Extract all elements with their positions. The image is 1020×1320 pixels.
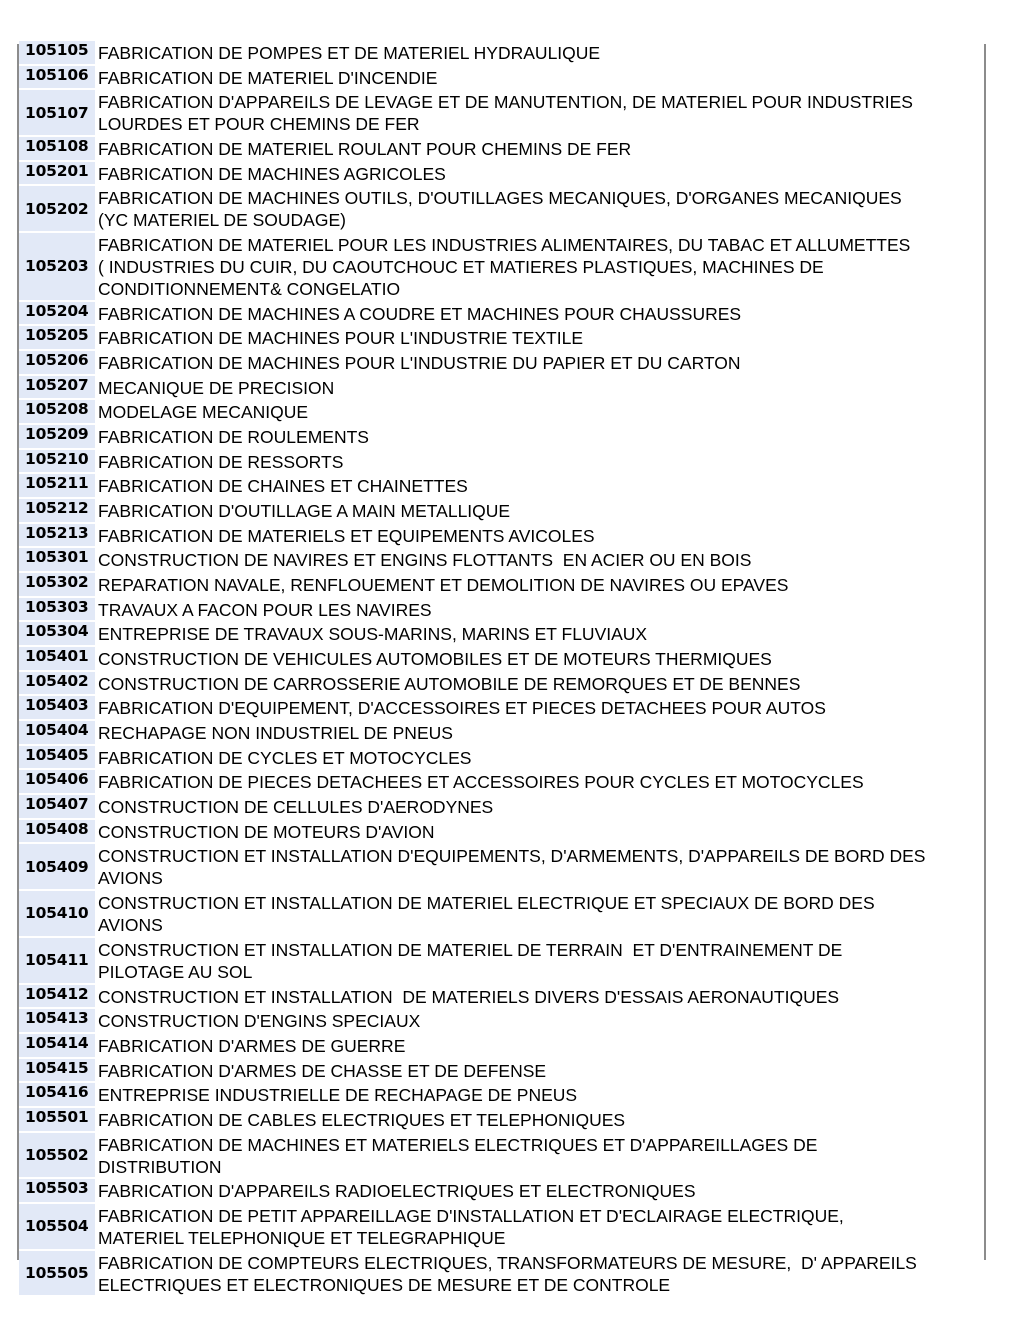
activity-description: FABRICATION DE MACHINES A COUDRE ET MACHINES POUR CHAUSSURES — [98, 303, 742, 324]
activity-code: 105415 — [19, 1059, 95, 1082]
activity-description: FABRICATION D'APPAREILS RADIOELECTRIQUES ET ELECTRONIQUES — [98, 1181, 696, 1202]
activity-description: FABRICATION DE CYCLES ET MOTOCYCLES — [98, 747, 472, 768]
table-row — [19, 573, 974, 598]
activity-description: FABRICATION DE COMPTEURS ELECTRIQUES, TRANSFORMATEURS DE MESURE, D' APPAREILS ELECTRIQUES ET ELECTRONIQUES DE MESURE ET DE CONTROLE — [98, 1252, 917, 1295]
table-row — [19, 746, 974, 771]
activity-description: FABRICATION DE MACHINES ET MATERIELS ELECTRIQUES ET D'APPAREILLAGES DE DISTRIBUTION — [98, 1134, 818, 1177]
activity-description: FABRICATION DE ROULEMENTS — [98, 427, 369, 448]
activity-description: ENTREPRISE INDUSTRIELLE DE RECHAPAGE DE PNEUS — [98, 1085, 578, 1106]
table-row — [19, 1251, 974, 1298]
table-row — [19, 985, 974, 1010]
activity-code: 105205 — [19, 326, 95, 349]
activity-description: FABRICATION DE MATERIELS ET EQUIPEMENTS AVICOLES — [98, 525, 595, 546]
activity-code: 105504 — [19, 1204, 95, 1249]
activity-code: 105213 — [19, 524, 95, 547]
activity-code: 105413 — [19, 1009, 95, 1032]
table-row — [19, 1108, 974, 1133]
activity-code: 105108 — [19, 137, 95, 160]
table-row — [19, 425, 974, 450]
table-row — [19, 524, 974, 549]
activity-code: 105208 — [19, 400, 95, 423]
activity-description: ENTREPRISE DE TRAVAUX SOUS-MARINS, MARINS ET FLUVIAUX — [98, 624, 648, 645]
activity-code: 105207 — [19, 376, 95, 399]
table-row — [19, 844, 974, 891]
table-row — [19, 1009, 974, 1034]
activity-description: FABRICATION DE RESSORTS — [98, 451, 344, 472]
table-row — [19, 598, 974, 623]
activity-description: FABRICATION DE POMPES ET DE MATERIEL HYDRAULIQUE — [98, 43, 601, 63]
activity-code: 105416 — [19, 1083, 95, 1106]
activity-description: FABRICATION D'APPAREILS DE LEVAGE ET DE MANUTENTION, DE MATERIEL POUR INDUSTRIES LOURDES ET POUR CHEMINS DE FER — [98, 92, 913, 135]
activity-description: FABRICATION DE CHAINES ET CHAINETTES — [98, 476, 468, 497]
activity-code: 105107 — [19, 90, 95, 135]
activity-code: 105206 — [19, 351, 95, 374]
table-row — [19, 820, 974, 845]
table-row — [19, 1179, 974, 1204]
activity-description: FABRICATION D'OUTILLAGE A MAIN METALLIQUE — [98, 501, 511, 522]
activity-code: 105410 — [19, 891, 95, 936]
table-row — [19, 326, 974, 351]
activity-description: CONSTRUCTION DE CARROSSERIE AUTOMOBILE DE REMORQUES ET DE BENNES — [98, 673, 801, 694]
activity-description: FABRICATION DE MACHINES OUTILS, D'OUTILLAGES MECANIQUES, D'ORGANES MECANIQUES (YC MATERIEL DE SOUDAGE) — [98, 188, 902, 231]
table-row — [19, 891, 974, 938]
activity-description: CONSTRUCTION ET INSTALLATION DE MATERIELS DIVERS D'ESSAIS AERONAUTIQUES — [98, 986, 840, 1007]
activity-description: CONSTRUCTION D'ENGINS SPECIAUX — [98, 1011, 421, 1032]
table-row — [19, 548, 974, 573]
activity-code: 105203 — [19, 233, 95, 300]
table-row — [19, 66, 974, 91]
activity-code: 105402 — [19, 672, 95, 695]
activity-description: CONSTRUCTION ET INSTALLATION DE MATERIEL ELECTRIQUE ET SPECIAUX DE BORD DES AVIONS — [98, 893, 875, 936]
activity-description: FABRICATION DE MACHINES POUR L'INDUSTRIE DU PAPIER ET DU CARTON — [98, 353, 741, 374]
table-row — [19, 41, 974, 66]
activity-code: 105404 — [19, 721, 95, 744]
activity-code: 105106 — [19, 66, 95, 89]
activity-description: FABRICATION DE MATERIEL D'INCENDIE — [98, 67, 438, 88]
activity-description: FABRICATION DE CABLES ELECTRIQUES ET TELEPHONIQUES — [98, 1109, 626, 1130]
table-row — [19, 186, 974, 233]
activity-code: 105502 — [19, 1133, 95, 1178]
activity-code: 105407 — [19, 795, 95, 818]
activity-description: MECANIQUE DE PRECISION — [98, 377, 335, 398]
activity-description: MODELAGE MECANIQUE — [98, 402, 309, 423]
table-row — [19, 474, 974, 499]
activity-code: 105209 — [19, 425, 95, 448]
activity-description: CONSTRUCTION DE VEHICULES AUTOMOBILES ET DE MOTEURS THERMIQUES — [98, 649, 772, 670]
activity-code: 105503 — [19, 1179, 95, 1202]
table-row — [19, 938, 974, 985]
table-row — [19, 721, 974, 746]
table-row — [19, 770, 974, 795]
activity-description: FABRICATION DE MACHINES POUR L'INDUSTRIE TEXTILE — [98, 328, 583, 349]
activity-description: FABRICATION DE MATERIEL ROULANT POUR CHEMINS DE FER — [98, 139, 632, 160]
activity-code: 105412 — [19, 985, 95, 1008]
table-row — [19, 137, 974, 162]
activity-description: CONSTRUCTION DE NAVIRES ET ENGINS FLOTTANTS EN ACIER OU EN BOIS — [98, 550, 752, 571]
activity-description: FABRICATION DE PIECES DETACHEES ET ACCESSOIRES POUR CYCLES ET MOTOCYCLES — [98, 772, 864, 793]
activity-description: CONSTRUCTION DE MOTEURS D'AVION — [98, 821, 435, 842]
activity-code-table — [19, 41, 974, 1297]
activity-description: FABRICATION DE MACHINES AGRICOLES — [98, 163, 446, 184]
table-row — [19, 696, 974, 721]
table-row — [19, 376, 974, 401]
activity-description: RECHAPAGE NON INDUSTRIEL DE PNEUS — [98, 723, 453, 744]
activity-code: 105201 — [19, 162, 95, 185]
table-row — [19, 1133, 974, 1180]
table-row — [19, 622, 974, 647]
activity-code: 105505 — [19, 1251, 95, 1296]
table-row — [19, 1083, 974, 1108]
activity-code: 105409 — [19, 844, 95, 889]
activity-code: 105501 — [19, 1108, 95, 1131]
activity-description: REPARATION NAVALE, RENFLOUEMENT ET DEMOLITION DE NAVIRES OU EPAVES — [98, 575, 789, 596]
table-row — [19, 302, 974, 327]
activity-code: 105211 — [19, 474, 95, 497]
activity-code: 105408 — [19, 820, 95, 843]
activity-code: 105411 — [19, 938, 95, 983]
activity-code: 105406 — [19, 770, 95, 793]
table-row — [19, 1204, 974, 1251]
activity-code: 105301 — [19, 548, 95, 571]
activity-description: TRAVAUX A FACON POUR LES NAVIRES — [98, 599, 432, 620]
activity-code: 105304 — [19, 622, 95, 645]
activity-code: 105303 — [19, 598, 95, 621]
table-row — [19, 1034, 974, 1059]
activity-code: 105302 — [19, 573, 95, 596]
table-row — [19, 400, 974, 425]
activity-description: CONSTRUCTION DE CELLULES D'AERODYNES — [98, 797, 494, 818]
table-row — [19, 672, 974, 697]
table-row — [19, 795, 974, 820]
activity-code: 105210 — [19, 450, 95, 473]
activity-code: 105414 — [19, 1034, 95, 1057]
activity-code: 105403 — [19, 696, 95, 719]
activity-description: CONSTRUCTION ET INSTALLATION D'EQUIPEMENTS, D'ARMEMENTS, D'APPAREILS DE BORD DES AVIONS — [98, 846, 926, 889]
activity-description: FABRICATION D'EQUIPEMENT, D'ACCESSOIRES ET PIECES DETACHEES POUR AUTOS — [98, 698, 826, 719]
table-row — [19, 351, 974, 376]
activity-description: FABRICATION DE PETIT APPAREILLAGE D'INSTALLATION ET D'ECLAIRAGE ELECTRIQUE, MATERIEL TELEPHONIQUE ET TELEGRAPHIQUE — [98, 1205, 844, 1248]
activity-description: FABRICATION D'ARMES DE GUERRE — [98, 1035, 406, 1056]
activity-code: 105202 — [19, 186, 95, 231]
table-row — [19, 450, 974, 475]
table-row — [19, 162, 974, 187]
table-row — [19, 1059, 974, 1084]
activity-code: 105204 — [19, 302, 95, 325]
table-row — [19, 233, 974, 302]
activity-code: 105105 — [19, 41, 95, 64]
activity-description: FABRICATION DE MATERIEL POUR LES INDUSTRIES ALIMENTAIRES, DU TABAC ET ALLUMETTES ( INDUSTRIES DU CUIR, DU CAOUTCHOUC ET MATIERES PLASTIQUES, MACHINES DE CONDITIONNEMENT& CONGELATIO — [98, 235, 911, 300]
activity-code: 105401 — [19, 647, 95, 670]
table-row — [19, 499, 974, 524]
activity-description: FABRICATION D'ARMES DE CHASSE ET DE DEFENSE — [98, 1060, 547, 1081]
activity-code: 105212 — [19, 499, 95, 522]
activity-description: CONSTRUCTION ET INSTALLATION DE MATERIEL DE TERRAIN ET D'ENTRAINEMENT DE PILOTAGE AU SOL — [98, 939, 843, 982]
table-row — [19, 647, 974, 672]
activity-code: 105405 — [19, 746, 95, 769]
table-row — [19, 90, 974, 137]
